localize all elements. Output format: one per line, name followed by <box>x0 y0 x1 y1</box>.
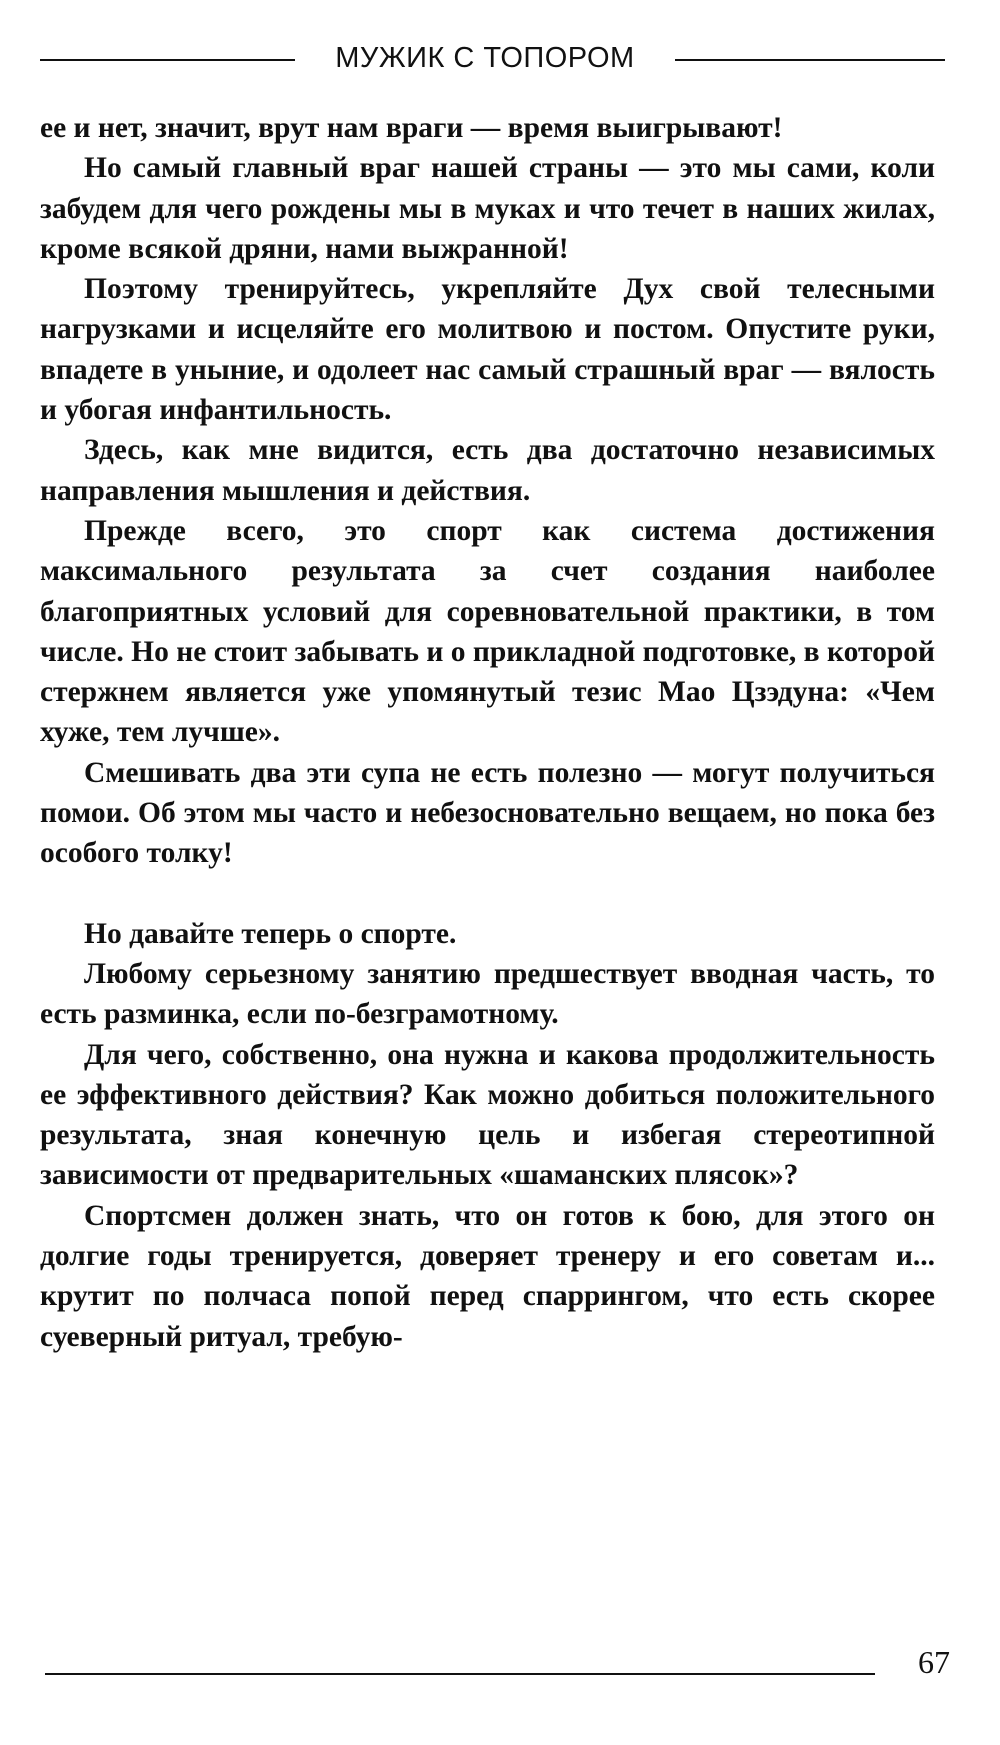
paragraph: Любому серьезному занятию предшествует вводная часть, то есть разминка, если по-безграмотному. <box>40 957 935 1031</box>
paragraph: Прежде всего, это спорт как система достижения максимального результата за счет создания наиболее благоприятных условий для соревновательной практики, в том числе. Но не стоит забывать и о прикладной подготовке, в которой стержнем является уже упомянутый тезис Мао Цзэдуна: «Чем хуже, тем лучше». <box>40 514 935 749</box>
footer-rule <box>45 1673 875 1675</box>
paragraph: Поэтому тренируйтесь, укрепляйте Дух свой телесными нагрузками и исцеляйте его молитвою и постом. Опустите руки, впадете в уныние, и одолеет нас самый страшный враг — вялость и убогая инфантильность. <box>40 273 935 427</box>
page-number: 67 <box>918 1644 950 1680</box>
paragraph: Здесь, как мне видится, есть два достаточно независимых направления мышления и действия. <box>40 434 935 507</box>
paragraph: Спортсмен должен знать, что он готов к бою, для этого он долгие годы тренируется, доверяет тренеру и его советам и... крутит по полчаса попой перед спаррингом, что есть скорее суеверный ритуал, требую- <box>40 1199 935 1353</box>
paragraph-continued: ее и нет, значит, врут нам враги — время выигрывают! <box>40 112 783 144</box>
header-rule-left <box>40 59 295 61</box>
paragraph: Но самый главный враг нашей страны — это мы сами, коли забудем для чего рождены мы в муках и что течет в наших жилах, кроме всякой дряни, нами выжранной! <box>40 152 935 265</box>
paragraph: Но давайте теперь о спорте. <box>84 917 457 950</box>
paragraph: Для чего, собственно, она нужна и какова продолжительность ее эффективного действия? Как можно добиться положительного результата, зная конечную цель и избегая стереотипной зависимости от предварительных «шаманских плясок»? <box>40 1038 935 1192</box>
header-rule-right <box>675 59 945 61</box>
paragraph: Смешивать два эти супа не есть полезно — могут получиться помои. Об этом мы часто и небезосновательно вещаем, но пока без особого толку! <box>40 756 935 870</box>
running-header <box>0 38 1000 78</box>
page-footer <box>0 1640 1000 1690</box>
page-text <box>40 108 935 1357</box>
running-title: МУЖИК С ТОПОРОМ <box>335 42 635 74</box>
